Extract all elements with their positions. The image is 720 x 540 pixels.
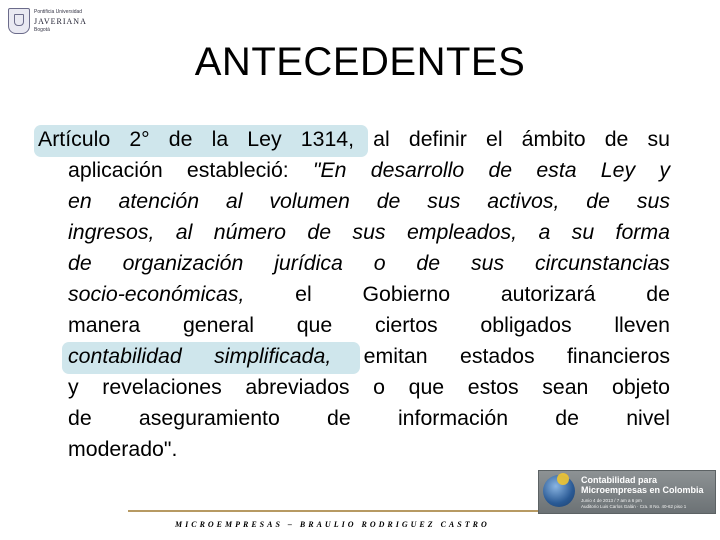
slide-title: ANTECEDENTES bbox=[194, 40, 526, 84]
body-word: ingresos, bbox=[68, 220, 155, 244]
body-word: 2° bbox=[129, 127, 150, 151]
body-word: de bbox=[604, 127, 629, 151]
body-word: Ley bbox=[247, 127, 282, 151]
globe-icon bbox=[543, 475, 575, 507]
body-word: a bbox=[538, 220, 551, 244]
body-word: autorizará bbox=[500, 282, 596, 306]
logo-line-1: Pontificia Universidad bbox=[34, 9, 83, 15]
body-word: circunstancias bbox=[535, 251, 670, 275]
body-word: que bbox=[296, 313, 333, 337]
body-word: Artículo bbox=[38, 127, 111, 151]
body-word: Ley bbox=[600, 158, 636, 182]
body-word: sus bbox=[352, 220, 386, 244]
body-word: al bbox=[175, 220, 193, 244]
body-word: al bbox=[373, 127, 390, 151]
body-word: estados bbox=[460, 344, 535, 368]
body-word: sean bbox=[542, 375, 589, 399]
body-word: esta bbox=[536, 158, 577, 182]
body-word: de bbox=[68, 251, 92, 275]
body-word: o bbox=[373, 375, 386, 399]
body-word: la bbox=[211, 127, 229, 151]
body-word: en bbox=[68, 189, 92, 213]
body-word: jurídica bbox=[274, 251, 343, 275]
banner-line-2: Microempresas en Colombia bbox=[581, 485, 704, 495]
body-word: al bbox=[225, 189, 243, 213]
body-word: sus bbox=[636, 189, 670, 213]
body-word: que bbox=[408, 375, 445, 399]
logo-line-3: Bogotá bbox=[34, 27, 50, 33]
body-line bbox=[68, 186, 670, 217]
body-word: general bbox=[182, 313, 254, 337]
body-word: 1314, bbox=[300, 127, 355, 151]
body-word: moderado". bbox=[68, 437, 178, 461]
body-word: de bbox=[488, 158, 513, 182]
body-word: ámbito bbox=[521, 127, 586, 151]
university-crest-icon bbox=[8, 8, 30, 34]
body-word: número bbox=[213, 220, 286, 244]
body-word: estos bbox=[467, 375, 519, 399]
body-line bbox=[68, 434, 670, 465]
body-word: desarrollo bbox=[370, 158, 465, 182]
body-word: su bbox=[571, 220, 595, 244]
body-word: organización bbox=[122, 251, 244, 275]
footer-divider bbox=[128, 510, 538, 512]
body-line bbox=[68, 403, 670, 434]
body-word: de bbox=[416, 251, 441, 275]
banner-line-1: Contabilidad para bbox=[581, 475, 658, 485]
body-word: de bbox=[307, 220, 332, 244]
body-line bbox=[38, 124, 670, 155]
body-word: lleven bbox=[614, 313, 670, 337]
body-word: y bbox=[68, 375, 79, 399]
body-word: aplicación bbox=[68, 158, 163, 182]
body-word: de bbox=[646, 282, 670, 306]
body-word: o bbox=[373, 251, 386, 275]
body-word: "En bbox=[312, 158, 347, 182]
body-word: de bbox=[327, 406, 351, 430]
body-word: volumen bbox=[269, 189, 350, 213]
body-word: socio-económicas, bbox=[68, 282, 245, 306]
body-word: aseguramiento bbox=[138, 406, 280, 430]
body-word: Gobierno bbox=[362, 282, 451, 306]
body-word: objeto bbox=[611, 375, 670, 399]
body-word: atención bbox=[118, 189, 200, 213]
body-line bbox=[68, 341, 670, 372]
body-word: ciertos bbox=[374, 313, 438, 337]
body-word: de bbox=[68, 406, 92, 430]
body-word: de bbox=[555, 406, 579, 430]
body-line bbox=[68, 372, 670, 403]
body-word: contabilidad bbox=[68, 344, 182, 368]
body-line bbox=[68, 248, 670, 279]
body-word: obligados bbox=[480, 313, 572, 337]
event-banner bbox=[538, 470, 716, 514]
body-word: empleados, bbox=[406, 220, 518, 244]
body-line bbox=[68, 217, 670, 248]
banner-line-3: Junio 4 de 2013 / 7 am a 6 pm bbox=[581, 498, 642, 503]
body-word: forma bbox=[615, 220, 670, 244]
logo-line-2: JAVERIANA bbox=[34, 17, 87, 26]
body-word: su bbox=[647, 127, 670, 151]
body-word: activos, bbox=[487, 189, 560, 213]
body-word: el bbox=[295, 282, 312, 306]
body-word: sus bbox=[427, 189, 461, 213]
body-word: estableció: bbox=[186, 158, 289, 182]
body-word: sus bbox=[470, 251, 505, 275]
body-word: de bbox=[168, 127, 193, 151]
body-word: revelaciones bbox=[102, 375, 222, 399]
body-word: abreviados bbox=[245, 375, 350, 399]
slide-body bbox=[38, 124, 670, 465]
body-word: nivel bbox=[626, 406, 670, 430]
body-word: simplificada, bbox=[214, 344, 332, 368]
body-word: el bbox=[485, 127, 503, 151]
body-word: emitan bbox=[363, 344, 428, 368]
body-word: definir bbox=[408, 127, 467, 151]
body-word: y bbox=[659, 158, 670, 182]
body-line bbox=[68, 279, 670, 310]
footer-text: MICROEMPRESAS – BRAULIO RODRIGUEZ CASTRO bbox=[175, 520, 490, 529]
university-logo bbox=[8, 6, 86, 36]
body-word: financieros bbox=[567, 344, 670, 368]
banner-line-4: Auditorio Luis Carlos Galán · Cra. 8 No. 40-62 piso 1 bbox=[581, 504, 687, 509]
body-word: de bbox=[376, 189, 401, 213]
body-word: información bbox=[397, 406, 509, 430]
body-word: de bbox=[586, 189, 610, 213]
body-word: manera bbox=[68, 313, 141, 337]
body-line bbox=[68, 310, 670, 341]
body-line bbox=[68, 155, 670, 186]
